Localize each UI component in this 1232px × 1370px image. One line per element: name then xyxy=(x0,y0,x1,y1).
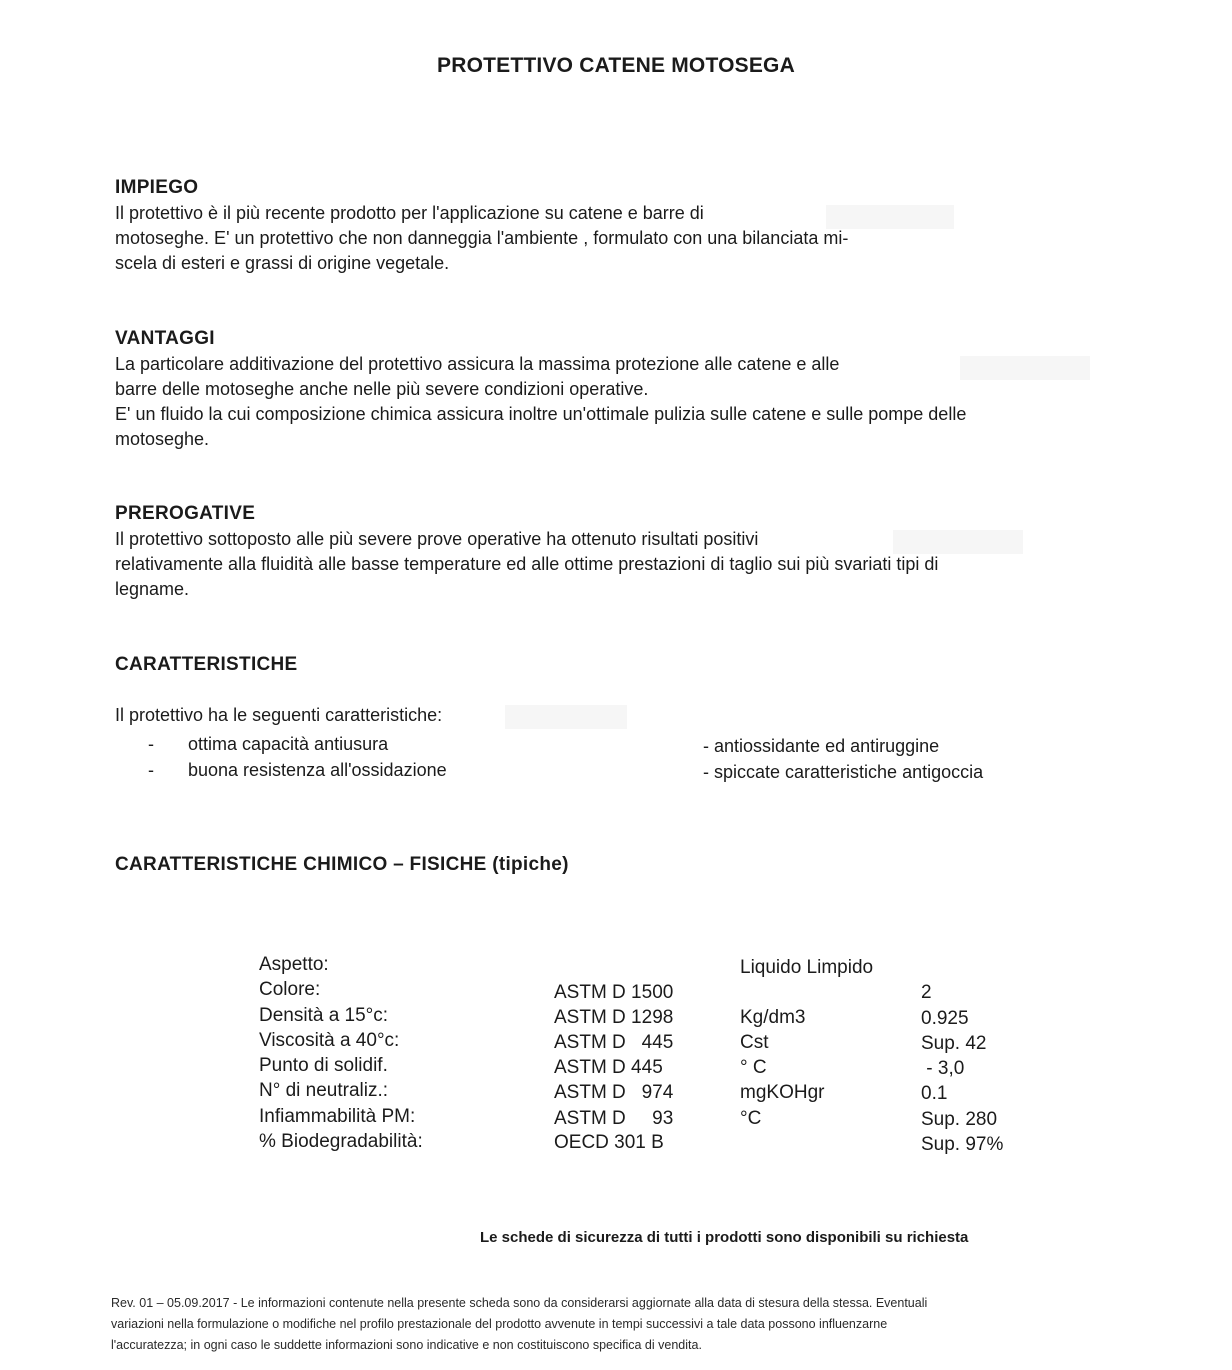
section-heading: CARATTERISTICHE xyxy=(115,654,298,675)
section-heading: CARATTERISTICHE CHIMICO – FISICHE (tipiche) xyxy=(115,854,569,875)
section-body xyxy=(115,201,1115,276)
body-line: La particolare additivazione del protettivo assicura la massima protezione alle catene e alle xyxy=(115,354,840,374)
property-name: Aspetto: xyxy=(259,954,329,975)
table-row xyxy=(259,1131,1059,1156)
section-caratteristiche xyxy=(115,654,1115,678)
features-list-right xyxy=(703,733,983,785)
property-method: ASTM D 974 xyxy=(554,1082,674,1104)
body-line: barre delle motoseghe anche nelle più severe condizioni operative. xyxy=(115,379,649,399)
table-row xyxy=(259,1030,1059,1055)
property-unit: Kg/dm3 xyxy=(740,1006,806,1028)
property-unit: °C xyxy=(740,1107,762,1129)
property-name: Densità a 15°c: xyxy=(259,1004,389,1026)
property-method: ASTM D 445 xyxy=(554,1057,663,1079)
footer-line: l'accuratezza; in ogni caso le suddette informazioni sono indicative e non costituiscono specifica di vendita. xyxy=(111,1338,702,1352)
table-row xyxy=(259,979,1059,1004)
section-body xyxy=(115,527,1115,602)
body-line: E' un fluido la cui composizione chimica assicura inoltre un'ottimale pulizia sulle catene e sulle pompe delle xyxy=(115,404,967,424)
property-value: Sup. 280 xyxy=(921,1108,998,1130)
body-line: motoseghe. E' un protettivo che non danneggia l'ambiente , formulato con una bilanciata mi- xyxy=(115,228,849,248)
document-title: PROTETTIVO CATENE MOTOSEGA xyxy=(437,54,795,77)
property-unit: ° C xyxy=(740,1057,767,1079)
feature-text: buona resistenza all'ossidazione xyxy=(188,760,447,780)
property-unit: Liquido Limpido xyxy=(740,957,874,978)
list-item xyxy=(148,757,447,783)
section-heading: VANTAGGI xyxy=(115,328,215,349)
body-line: relativamente alla fluidità alle basse temperature ed alle ottime prestazioni di taglio sui più svariati tipi di xyxy=(115,554,939,574)
bullet-dash: - xyxy=(148,734,154,754)
revision-footer xyxy=(111,1293,1111,1356)
section-heading: IMPIEGO xyxy=(115,177,199,198)
features-list-left xyxy=(148,731,447,783)
property-value: Sup. 97% xyxy=(921,1134,1004,1156)
list-item: - spiccate caratteristiche antigoccia xyxy=(703,762,984,782)
property-value: - 3,0 xyxy=(921,1058,965,1080)
table-row xyxy=(259,1106,1059,1131)
property-name: % Biodegradabilità: xyxy=(259,1131,423,1153)
scan-smudge xyxy=(505,705,627,729)
property-method: ASTM D 1298 xyxy=(554,1006,674,1028)
safety-sheets-notice: Le schede di sicurezza di tutti i prodotti sono disponibili su richiesta xyxy=(480,1229,969,1246)
section-vantaggi xyxy=(115,328,1115,452)
body-line: Il protettivo è il più recente prodotto per l'applicazione su catene e barre di xyxy=(115,203,704,223)
table-row xyxy=(259,1055,1059,1080)
section-heading: PREROGATIVE xyxy=(115,503,256,524)
property-name: Viscosità a 40°c: xyxy=(259,1029,400,1051)
property-method: OECD 301 B xyxy=(554,1132,664,1154)
property-value: 2 xyxy=(921,982,932,1004)
property-name: N° di neutraliz.: xyxy=(259,1080,389,1102)
bullet-dash: - xyxy=(148,760,154,780)
property-value: 0.1 xyxy=(921,1083,948,1105)
footer-line: variazioni nella formulazione o modifiche nel profilo prestazionale del prodotto avvenute in tempi successivi a tale data possono influenzarne xyxy=(111,1317,888,1331)
body-line: scela di esteri e grassi di origine vegetale. xyxy=(115,253,450,273)
property-method: ASTM D 93 xyxy=(554,1107,674,1129)
feature-text: ottima capacità antiusura xyxy=(188,734,389,754)
list-item xyxy=(148,731,447,757)
property-method: ASTM D 1500 xyxy=(554,982,674,1004)
body-line: legname. xyxy=(115,579,190,599)
table-row xyxy=(259,954,1059,979)
table-row xyxy=(259,1080,1059,1105)
caratteristiche-intro: Il protettivo ha le seguenti caratteristiche: xyxy=(115,705,443,725)
section-body xyxy=(115,352,1115,452)
property-value: 0.925 xyxy=(921,1007,969,1029)
section-prerogative xyxy=(115,503,1115,602)
footer-line: Rev. 01 – 05.09.2017 - Le informazioni contenute nella presente scheda sono da considerarsi aggiornate alla data di stesura della stessa. Eventuali xyxy=(111,1296,928,1310)
property-name: Colore: xyxy=(259,979,321,1001)
property-name: Punto di solidif. xyxy=(259,1055,388,1077)
property-name: Infiammabilità PM: xyxy=(259,1105,416,1127)
property-value: Sup. 42 xyxy=(921,1032,987,1054)
body-line: Il protettivo sottoposto alle più severe prove operative ha ottenuto risultati positivi xyxy=(115,529,759,549)
property-unit: mgKOHgr xyxy=(740,1082,825,1104)
list-item: - antiossidante ed antiruggine xyxy=(703,736,940,756)
body-line: motoseghe. xyxy=(115,429,210,449)
properties-table xyxy=(259,954,1059,1156)
section-chimico-fisiche xyxy=(115,854,1115,878)
section-impiego xyxy=(115,177,1115,276)
property-unit: Cst xyxy=(740,1031,769,1053)
property-method: ASTM D 445 xyxy=(554,1031,674,1053)
table-row xyxy=(259,1005,1059,1030)
